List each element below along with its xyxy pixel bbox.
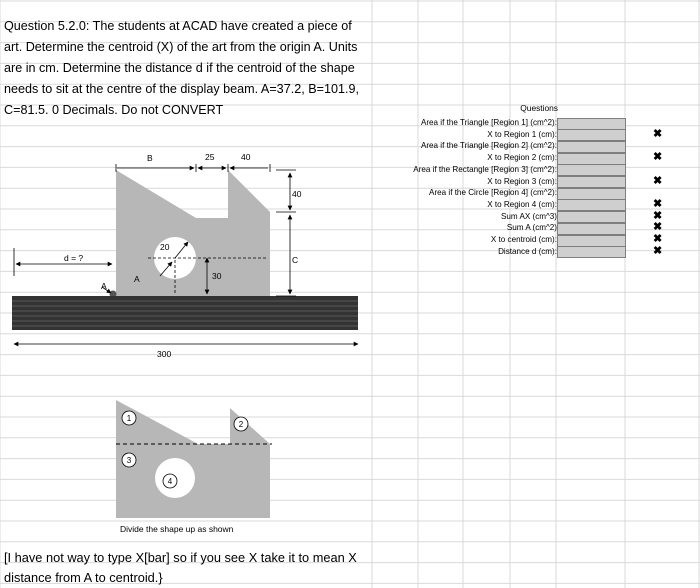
answer-cell[interactable]: [557, 235, 626, 247]
question-label: Area if the Rectangle [Region 3] (cm^2):: [413, 164, 557, 174]
question-label: Sum A (cm^2): [506, 223, 557, 233]
question-label: Distance d (cm):: [498, 246, 557, 256]
question-label: Area if the Triangle [Region 1] (cm^2):: [420, 118, 557, 127]
answer-cell[interactable]: [557, 141, 626, 153]
answer-cell[interactable]: [557, 176, 626, 188]
answer-cell[interactable]: [557, 164, 626, 176]
answer-cell[interactable]: [557, 153, 626, 165]
question-label: X to Region 4 (cm):: [487, 199, 557, 209]
question-label: X to Region 3 (cm):: [487, 176, 557, 186]
label-40-side: 40: [292, 189, 302, 199]
label-30: 30: [212, 271, 222, 281]
question-label: X to Region 2 (cm):: [487, 153, 557, 163]
question-label: Sum AX (cm^3): [501, 211, 557, 221]
incorrect-mark-icon: ✖: [653, 197, 663, 210]
split-figure: [0, 0, 372, 545]
question-text: Question 5.2.0: The students at ACAD have created a piece of art. Determine the centroid (X) of the art from the origin A. Units are in cm. Determine the distance d if the centroid of the shape needs to sit at the centre of the display beam. A=37.2, B=101.9, C=81.5. 0 Decimals. Do not CONVERT: [4, 19, 359, 117]
questions-header: Questions: [520, 103, 558, 113]
question-label: Area if the Circle [Region 4] (cm^2):: [429, 188, 557, 198]
answer-cell[interactable]: [557, 188, 626, 200]
answer-cell[interactable]: [557, 211, 626, 223]
incorrect-mark-icon: ✖: [653, 209, 663, 222]
answer-cell[interactable]: [557, 199, 626, 211]
region-2-label: 2: [238, 420, 244, 429]
label-c: C: [292, 255, 299, 265]
label-a-origin: A: [101, 281, 107, 291]
label-b: B: [147, 153, 153, 163]
split-caption: Divide the shape up as shown: [120, 524, 234, 534]
split-shape: [116, 400, 270, 518]
region-4-label: 4: [167, 477, 173, 486]
label-d: d = ?: [64, 253, 84, 263]
incorrect-mark-icon: ✖: [653, 233, 663, 245]
answer-cell[interactable]: [557, 246, 626, 258]
incorrect-mark-icon: ✖: [653, 127, 663, 140]
region-1-label: 1: [126, 414, 132, 423]
answer-cell[interactable]: [557, 223, 626, 235]
question-label: X to Region 1 (cm):: [487, 129, 557, 139]
incorrect-mark-icon: ✖: [653, 244, 663, 257]
question-label: Area if the Triangle [Region 2] (cm^2):: [420, 141, 557, 151]
incorrect-mark-icon: ✖: [653, 174, 663, 187]
note-text: [I have not way to type X[bar] so if you see X take it to mean X distance from A to centroid.}: [4, 550, 357, 585]
label-25: 25: [205, 152, 215, 162]
answer-cell[interactable]: [557, 118, 626, 130]
incorrect-mark-icon: ✖: [653, 151, 663, 164]
answer-cell[interactable]: [557, 129, 626, 141]
label-300: 300: [157, 349, 172, 359]
label-a-arrow: A: [134, 274, 140, 284]
region-3-label: 3: [126, 456, 132, 465]
question-label: X to centroid (cm):: [490, 235, 557, 244]
incorrect-mark-icon: ✖: [653, 221, 663, 234]
label-20: 20: [160, 242, 170, 252]
label-40-top: 40: [241, 152, 251, 162]
